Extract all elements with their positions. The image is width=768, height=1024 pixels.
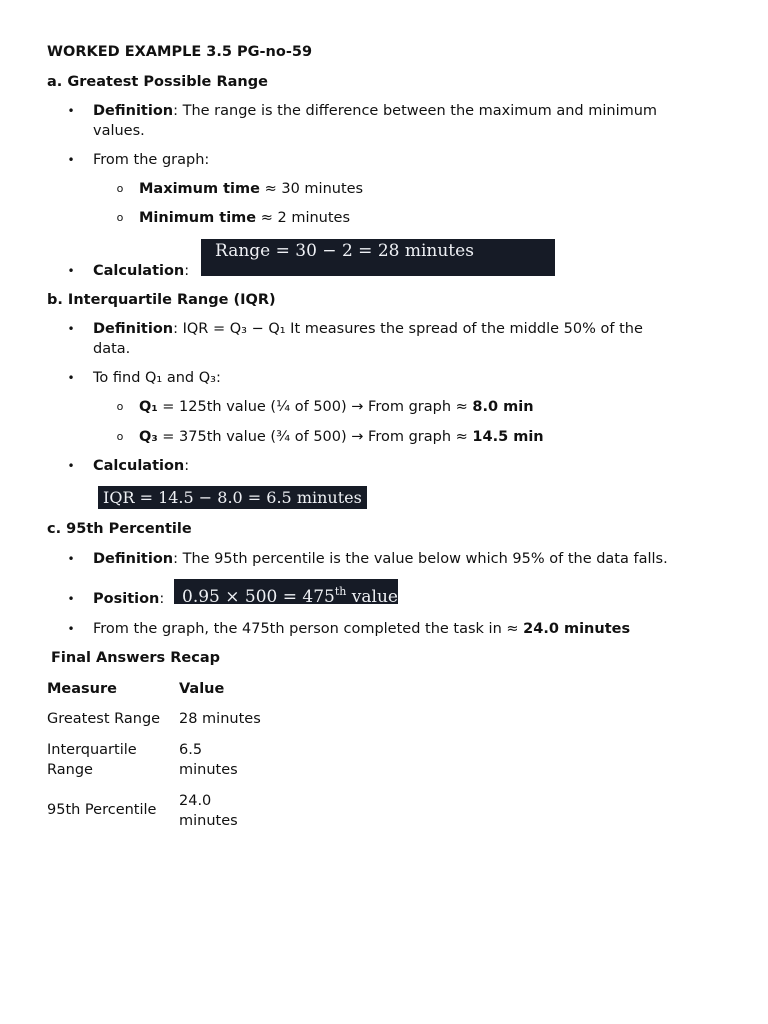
table-cell-value: 6.5 — [179, 742, 203, 758]
document-title: WORKED EXAMPLE 3.5 PG-no-59 — [47, 44, 313, 60]
section-b-calculation — [93, 456, 189, 476]
q1-text: = 125th value (¼ of 500) → From graph ≈ — [157, 399, 473, 415]
graph-result-value: 24.0 minutes — [523, 621, 631, 637]
position-formula-main: 0.95 × 500 = 475 — [182, 587, 335, 607]
table-cell-value: 24.0 — [179, 793, 212, 809]
calculation-label: Calculation — [93, 458, 185, 474]
definition-text: : The range is the difference between the maximum and minimum — [173, 103, 658, 119]
minimum-time-label: Minimum time — [139, 210, 257, 226]
table-cell-measure: Greatest Range — [47, 711, 161, 727]
table-header-measure: Measure — [47, 681, 117, 697]
range-formula: Range = 30 − 2 = 28 minutes — [201, 239, 555, 276]
subbullet: o — [116, 400, 124, 413]
bullet: • — [67, 622, 75, 636]
table-cell-measure-continued: Range — [47, 762, 93, 778]
definition-label: Definition — [93, 551, 174, 567]
q3-item — [139, 427, 544, 447]
position-formula-superscript: th — [334, 585, 347, 598]
from-graph-text: From the graph: — [93, 152, 210, 168]
minimum-time-value: ≈ 2 minutes — [256, 210, 351, 226]
q3-label: Q₃ — [139, 429, 158, 445]
table-cell-measure: Interquartile — [47, 742, 137, 758]
find-quartiles-text: To find Q₁ and Q₃: — [93, 370, 221, 386]
calculation-colon: : — [184, 458, 190, 474]
definition-text-continued: values. — [93, 123, 145, 139]
calculation-colon: : — [184, 263, 190, 279]
table-cell-measure: 95th Percentile — [47, 802, 157, 818]
section-c-heading: c. 95th Percentile — [47, 521, 192, 537]
maximum-time-label: Maximum time — [139, 181, 260, 197]
section-c-definition — [93, 549, 668, 569]
bullet: • — [67, 104, 75, 118]
q3-value: 14.5 min — [472, 429, 544, 445]
table-cell-value-continued: minutes — [179, 813, 238, 829]
position-colon: : — [159, 591, 165, 607]
table-header-value: Value — [179, 681, 225, 697]
section-a-definition — [93, 101, 657, 121]
graph-result-text: From the graph, the 475th person completed the task in ≈ — [93, 621, 524, 637]
section-b-heading: b. Interquartile Range (IQR) — [47, 292, 276, 308]
table-cell-value-continued: minutes — [179, 762, 238, 778]
minimum-time-item — [139, 208, 350, 228]
iqr-formula: IQR = 14.5 − 8.0 = 6.5 minutes — [98, 486, 367, 509]
section-c-graph-result — [93, 619, 630, 639]
table-cell-value: 28 minutes — [179, 711, 261, 727]
definition-label: Definition — [93, 103, 174, 119]
position-label: Position — [93, 591, 160, 607]
section-c-position — [93, 589, 164, 609]
maximum-time-value: ≈ 30 minutes — [259, 181, 364, 197]
section-a-heading: a. Greatest Possible Range — [47, 74, 268, 90]
recap-heading: Final Answers Recap — [51, 650, 220, 666]
q1-value: 8.0 min — [472, 399, 534, 415]
bullet: • — [67, 264, 75, 278]
definition-text-continued: data. — [93, 341, 131, 357]
definition-label: Definition — [93, 321, 174, 337]
definition-text: : IQR = Q₃ − Q₁ It measures the spread of the middle 50% of the — [173, 321, 643, 337]
q3-text: = 375th value (¾ of 500) → From graph ≈ — [157, 429, 473, 445]
subbullet: o — [116, 211, 124, 224]
subbullet: o — [116, 182, 124, 195]
q1-label: Q₁ — [139, 399, 158, 415]
bullet: • — [67, 322, 75, 336]
section-b-definition — [93, 319, 643, 339]
position-formula-end: value — [346, 587, 398, 607]
bullet: • — [67, 552, 75, 566]
bullet: • — [67, 592, 75, 606]
calculation-label: Calculation — [93, 263, 185, 279]
position-formula — [174, 579, 398, 607]
subbullet: o — [116, 430, 124, 443]
bullet: • — [67, 459, 75, 473]
q1-item — [139, 397, 534, 417]
maximum-time-item — [139, 179, 363, 199]
section-a-calculation — [93, 261, 189, 281]
bullet: • — [67, 371, 75, 385]
bullet: • — [67, 153, 75, 167]
definition-text: : The 95th percentile is the value below which 95% of the data falls. — [173, 551, 668, 567]
